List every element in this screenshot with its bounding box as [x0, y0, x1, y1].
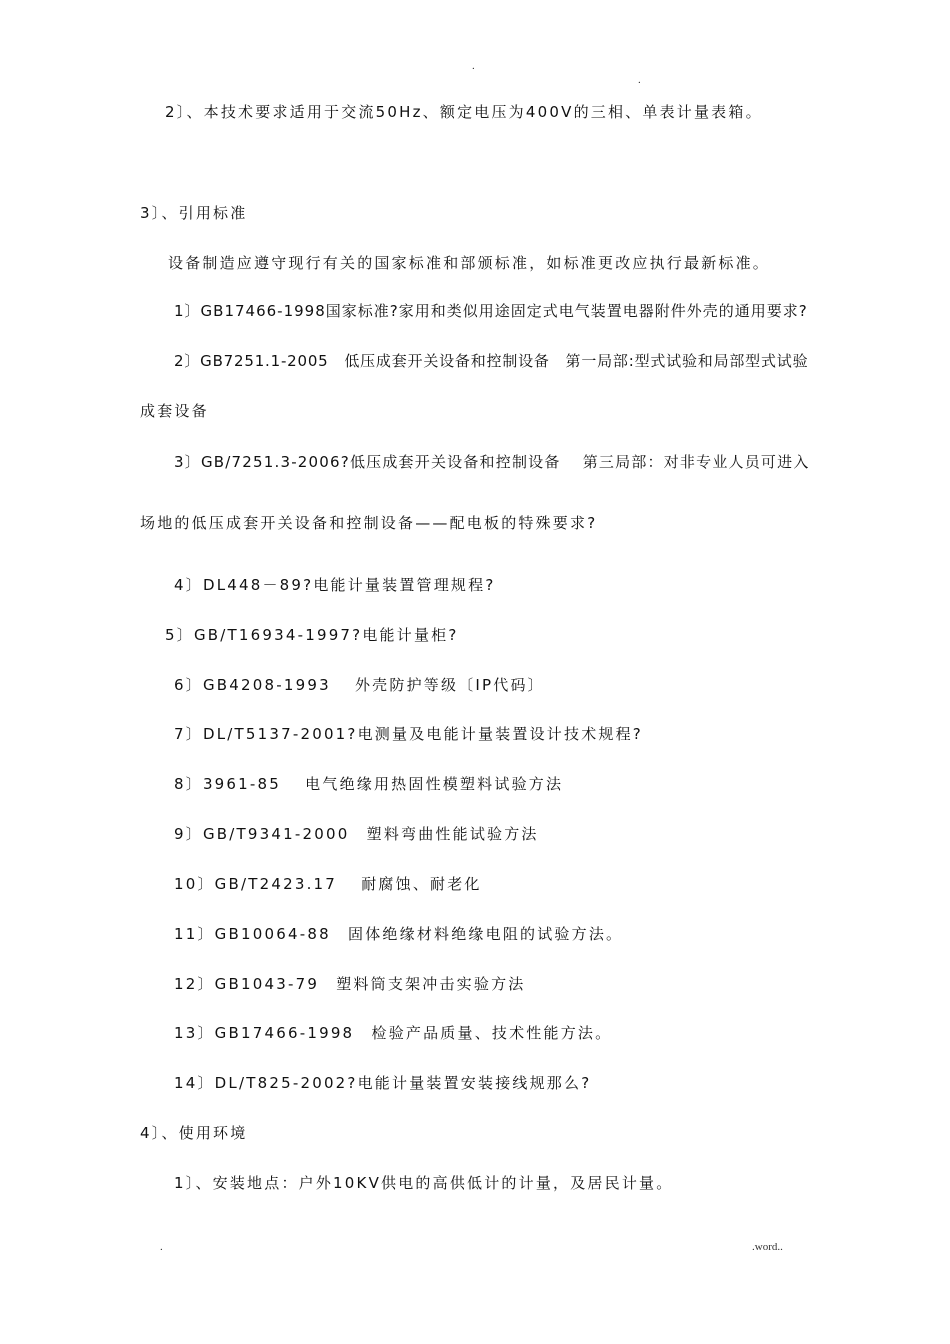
header-dot-right: .: [638, 74, 641, 86]
reference-item-12: 12〕GB1043-79 塑料筒支架冲击实验方法: [174, 975, 526, 993]
reference-item-13: 13〕GB17466-1998 检验产品质量、技术性能方法。: [174, 1024, 613, 1042]
paragraph-2-scope: 2〕、本技术要求适用于交流50Hz、额定电压为400V的三相、单表计量表箱。: [165, 103, 763, 121]
reference-item-5: 5〕GB/T16934-1997?电能计量柜?: [165, 626, 459, 644]
section-4-heading: 4〕、使用环境: [140, 1124, 248, 1142]
section-3-heading: 3〕、引用标准: [140, 204, 248, 222]
reference-item-2-continued: 成套设备: [140, 402, 209, 420]
reference-item-10: 10〕GB/T2423.17 耐腐蚀、耐老化: [174, 875, 482, 893]
reference-item-11: 11〕GB10064-88 固体绝缘材料绝缘电阻的试验方法。: [174, 925, 624, 943]
reference-item-14: 14〕DL/T825-2002?电能计量装置安装接线规那么?: [174, 1074, 592, 1092]
section-3-intro: 设备制造应遵守现行有关的国家标准和部颁标准，如标准更改应执行最新标准。: [168, 254, 771, 272]
footer-dot-left: .: [160, 1241, 163, 1253]
reference-item-7: 7〕DL/T5137-2001?电测量及电能计量装置设计技术规程?: [174, 725, 643, 743]
reference-item-6: 6〕GB4208-1993 外壳防护等级〔IP代码〕: [174, 676, 545, 694]
footer-word-mark: .word..: [752, 1241, 783, 1253]
reference-item-8: 8〕3961-85 电气绝缘用热固性模塑料试验方法: [174, 775, 564, 793]
header-dot-left: .: [472, 60, 475, 72]
reference-item-3: 3〕GB/7251.3-2006?低压成套开关设备和控制设备 第三局部：对非专业人员可进入: [174, 453, 810, 471]
reference-item-9: 9〕GB/T9341-2000 塑料弯曲性能试验方法: [174, 825, 539, 843]
reference-item-2: 2〕GB7251.1-2005 低压成套开关设备和控制设备 第一局部:型式试验和局部型式试验: [174, 352, 809, 370]
section-4-item-1: 1〕、安装地点：户外10KV供电的高供低计的计量，及居民计量。: [174, 1174, 674, 1192]
reference-item-1: 1〕GB17466-1998国家标准?家用和类似用途固定式电气装置电器附件外壳的通用要求?: [174, 302, 808, 320]
reference-item-3-continued: 场地的低压成套开关设备和控制设备——配电板的特殊要求?: [140, 514, 598, 532]
reference-item-4: 4〕DL448－89?电能计量装置管理规程?: [174, 576, 496, 594]
